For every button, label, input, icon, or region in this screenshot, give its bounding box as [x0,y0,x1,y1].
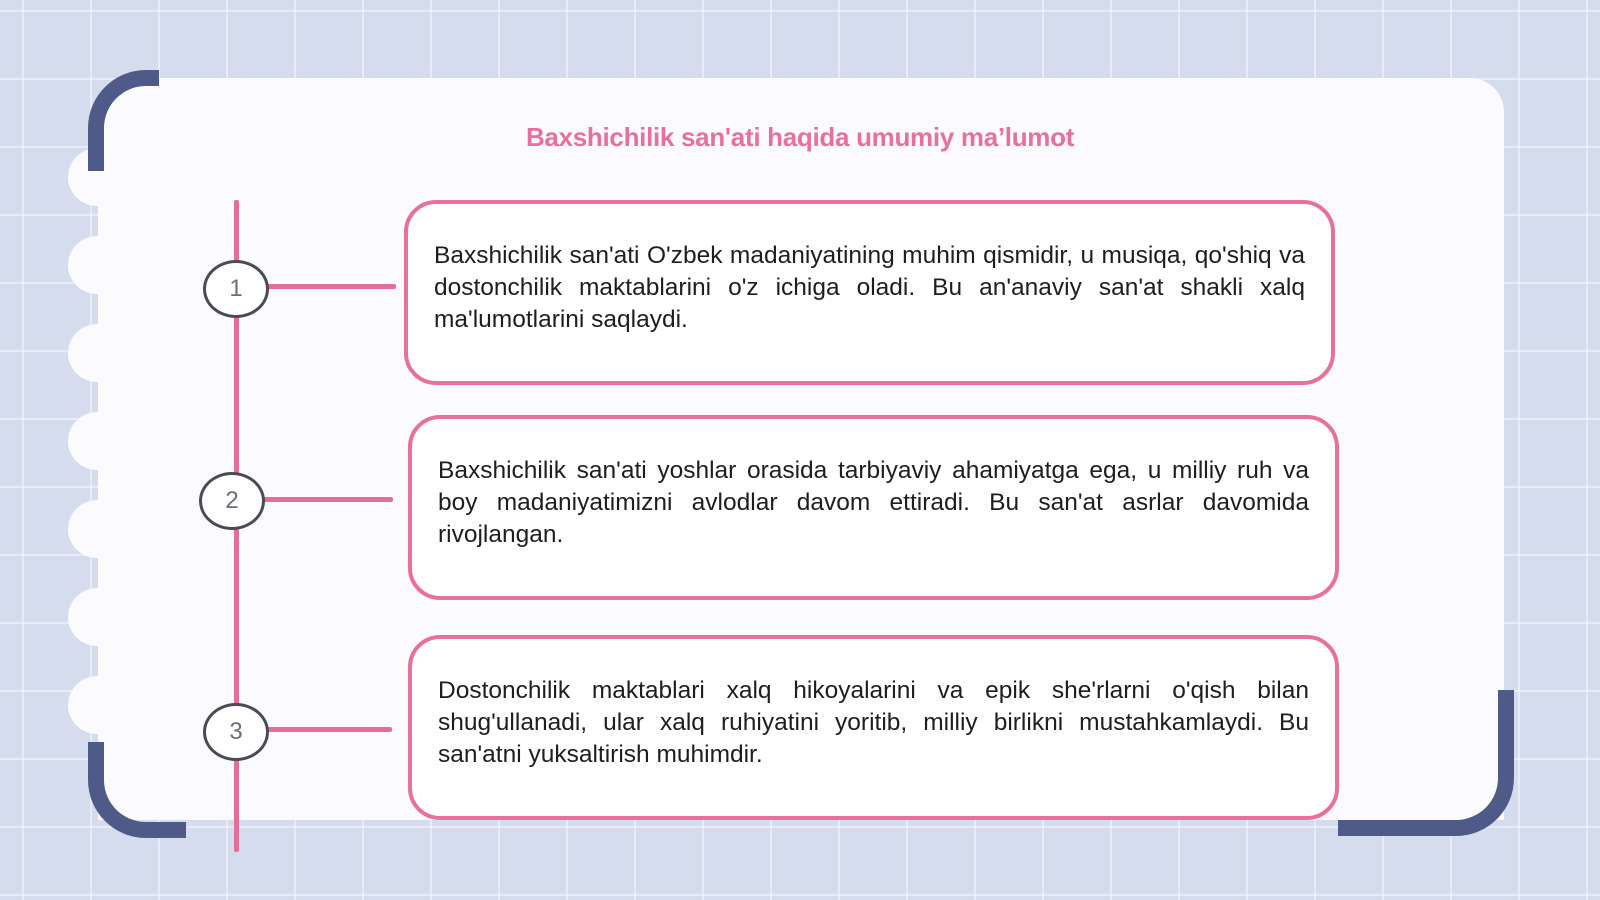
paper-scallop [68,500,126,558]
step-number-1: 1 [203,260,269,318]
timeline-connector [263,497,393,502]
step-card-text: Baxshichilik san'ati yoshlar orasida tarbiyaviy ahamiyatga ega, u milliy ruh va boy madaniyatimizni avlodlar davom ettiradi. Bu san'at asrlar davomida rivojlangan. [438,456,1309,548]
corner-bracket-bottom-left [88,742,186,838]
paper-scallop [68,236,126,294]
step-card-2 [408,415,1339,600]
timeline-connector [266,727,392,732]
paper-scallop [68,324,126,382]
step-card-text: Dostonchilik maktablari xalq hikoyalarini va epik she'rlarni o'qish bilan shug'ullanadi, ular xalq ruhiyatini yoritib, milliy birlikni mustahkamlaydi. Bu san'atni yuksaltirish muhimdir. [438,676,1309,768]
step-card-1 [404,200,1335,385]
paper-scallop [68,676,126,734]
paper-scallop [68,588,126,646]
step-number-3: 3 [203,703,269,761]
step-card-text: Baxshichilik san'ati O'zbek madaniyatining muhim qismidir, u musiqa, qo'shiq va dostonchilik maktablarini o'z ichiga oladi. Bu an'anaviy san'at shakli xalq ma'lumotlarini saqlaydi. [434,241,1305,333]
timeline-connector [266,284,396,289]
step-number-2: 2 [199,472,265,530]
slide-title: Baxshichilik san'ati haqida umumiy ma’lumot [525,122,1075,152]
corner-bracket-top-left [88,70,159,171]
step-card-3 [408,635,1339,820]
corner-bracket-bottom-right [1338,690,1514,836]
paper-scallop [68,412,126,470]
